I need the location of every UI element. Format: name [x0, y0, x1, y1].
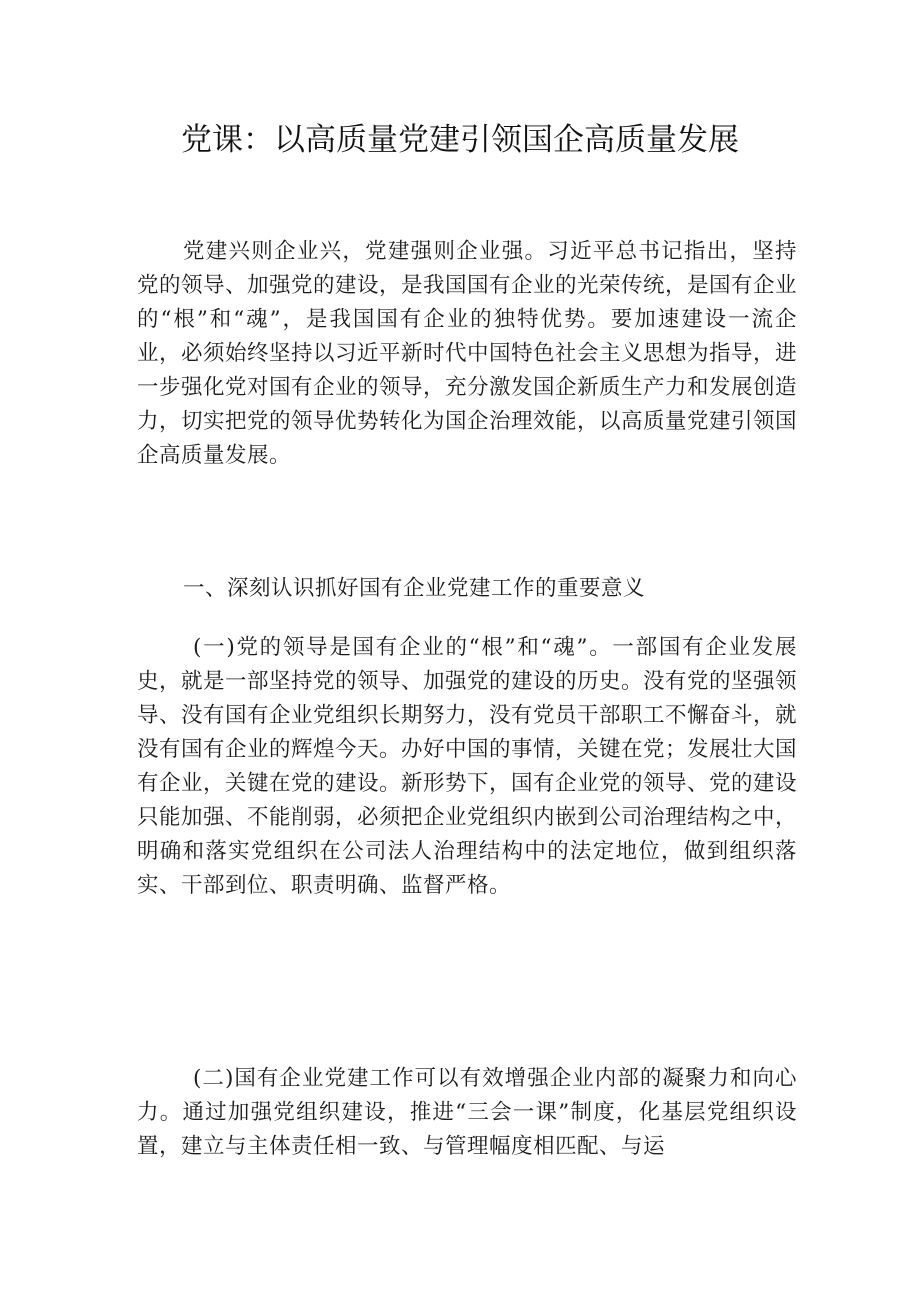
point-one-paragraph: (一)党的领导是国有企业的“根”和“魂”。一部国有企业发展史，就是一部坚持党的领导、加强党的建设的历史。没有党的坚强领导、没有国有企业党组织长期努力，没有党员干部职工不懈奋斗，就没有国有企业的辉煌今天。办好中国的事情，关键在党；发展壮大国有企业，关键在党的建设。新形势下，国有企业党的领导、党的建设只能加强、不能削弱，必须把企业党组织内嵌到公司治理结构之中，明确和落实党组织在公司法人治理结构中的法定地位，做到组织落实、干部到位、职责明确、监督严格。	[137, 635, 798, 898]
intro-paragraph: 党建兴则企业兴，党建强则企业强。习近平总书记指出，坚持党的领导、加强党的建设，是我国国有企业的光荣传统，是国有企业的“根”和“魂”，是我国国有企业的独特优势。要加速建设一流企业，必须始终坚持以习近平新时代中国特色社会主义思想为指导，进一步强化党对国有企业的领导，充分激发国企新质生产力和发展创造力，切实把党的领导优势转化为国企治理效能，以高质量党建引领国企高质量发展。	[137, 239, 798, 468]
document-title: 党课：以高质量党建引领国企高质量发展	[181, 122, 739, 158]
section-heading: 一、深刻认识抓好国有企业党建工作的重要意义	[183, 576, 646, 601]
point-two-paragraph: (二)国有企业党建工作可以有效增强企业内部的凝聚力和向心力。通过加强党组织建设，推进“三会一课”制度，化基层党组织设置，建立与主体责任相一致、与管理幅度相匹配、与运	[137, 1066, 797, 1159]
